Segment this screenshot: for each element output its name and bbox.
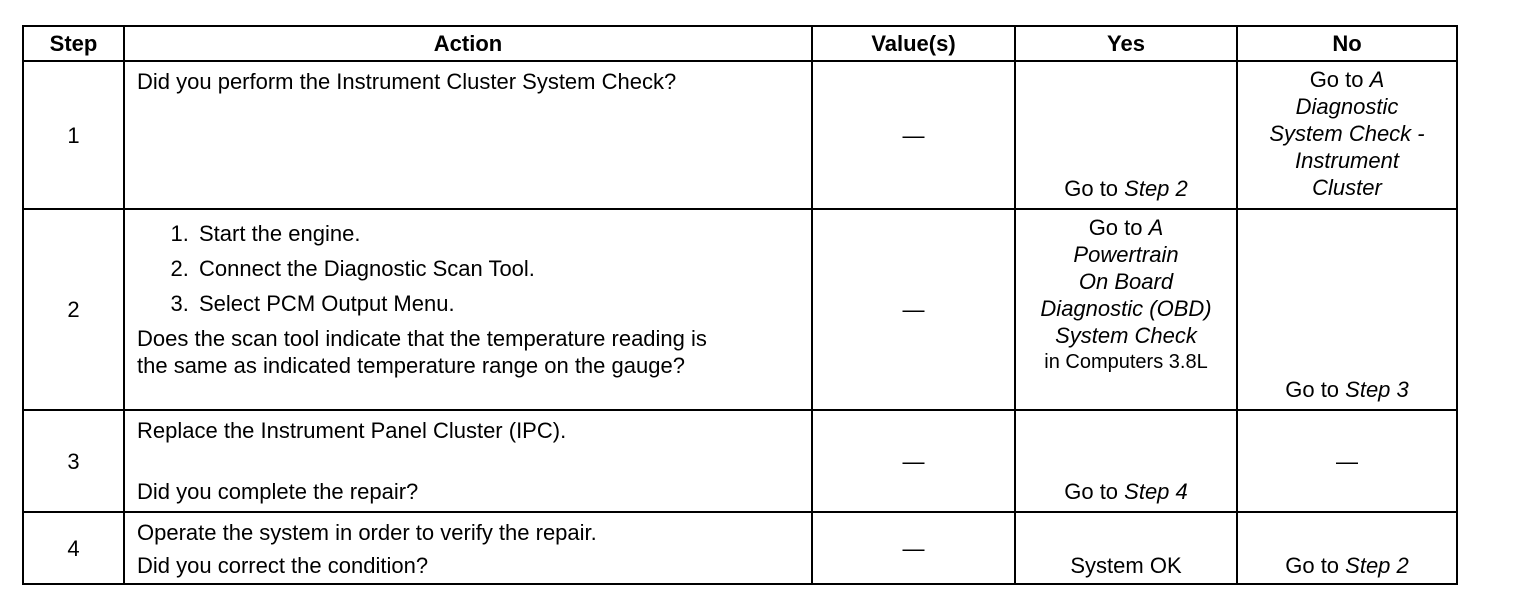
table-row <box>23 61 1457 209</box>
table-row <box>23 209 1457 410</box>
action-question: Did you perform the Instrument Cluster System Check? <box>137 69 677 94</box>
yes-cell <box>1015 209 1237 410</box>
header-row <box>23 26 1457 61</box>
value-cell: — <box>812 209 1015 410</box>
no-prefix: Go to <box>1309 67 1370 92</box>
value-cell: — <box>812 512 1015 584</box>
action-question: Does the scan tool indicate that the temperature reading is <box>137 326 707 351</box>
no-prefix: Go to <box>1285 377 1346 402</box>
yes-prefix: Go to <box>1088 215 1149 240</box>
yes-ref: On Board <box>1078 269 1174 294</box>
no-cell: — <box>1237 410 1457 512</box>
yes-prefix: Go to <box>1064 479 1125 504</box>
step-number: 1 <box>23 61 124 209</box>
no-ref: Diagnostic <box>1295 94 1399 119</box>
list-item: 3. Select PCM Output Menu. <box>195 290 801 317</box>
table-row <box>23 410 1457 512</box>
no-cell <box>1237 512 1457 584</box>
yes-cell <box>1015 61 1237 209</box>
yes-ref: Step 4 <box>1124 479 1188 504</box>
action-question: Did you complete the repair? <box>137 479 419 504</box>
no-ref: Step 3 <box>1345 377 1409 402</box>
action-question: Did you correct the condition? <box>137 553 429 578</box>
no-cell <box>1237 209 1457 410</box>
value-cell: — <box>812 410 1015 512</box>
no-ref: Cluster <box>1312 175 1382 200</box>
no-cell <box>1237 61 1457 209</box>
action-steps-list <box>137 220 801 317</box>
step-number: 3 <box>23 410 124 512</box>
header-action: Action <box>124 26 812 61</box>
yes-cell <box>1015 410 1237 512</box>
action-question: the same as indicated temperature range on the gauge? <box>137 353 685 378</box>
header-yes: Yes <box>1015 26 1237 61</box>
action-cell <box>124 512 812 584</box>
no-prefix: Go to <box>1285 553 1346 578</box>
header-step: Step <box>23 26 124 61</box>
yes-cell <box>1015 512 1237 584</box>
yes-prefix: Go to <box>1064 176 1125 201</box>
value-cell: — <box>812 61 1015 209</box>
table-row <box>23 512 1457 584</box>
yes-ref: Diagnostic (OBD) <box>1040 296 1212 321</box>
action-instruction: Replace the Instrument Panel Cluster (IPC). <box>137 418 567 443</box>
yes-ref: System Check <box>1055 323 1197 348</box>
no-ref: System Check - <box>1269 121 1425 146</box>
no-ref: Step 2 <box>1345 553 1409 578</box>
yes-ref: Step 2 <box>1124 176 1188 201</box>
step-number: 2 <box>23 209 124 410</box>
diagnostic-table <box>22 25 1458 585</box>
yes-ref: A <box>1148 215 1164 240</box>
action-cell <box>124 61 812 209</box>
list-item: 2. Connect the Diagnostic Scan Tool. <box>195 255 801 282</box>
no-ref: A <box>1369 67 1385 92</box>
yes-suffix: in Computers 3.8L <box>1044 351 1208 373</box>
yes-ref: Powertrain <box>1073 242 1179 267</box>
no-ref: Instrument <box>1295 148 1399 173</box>
yes-result: System OK <box>1070 553 1182 578</box>
header-values: Value(s) <box>812 26 1015 61</box>
list-item: 1. Start the engine. <box>195 220 801 247</box>
header-no: No <box>1237 26 1457 61</box>
step-number: 4 <box>23 512 124 584</box>
action-cell <box>124 410 812 512</box>
action-instruction: Operate the system in order to verify the repair. <box>137 520 597 545</box>
action-cell <box>124 209 812 410</box>
